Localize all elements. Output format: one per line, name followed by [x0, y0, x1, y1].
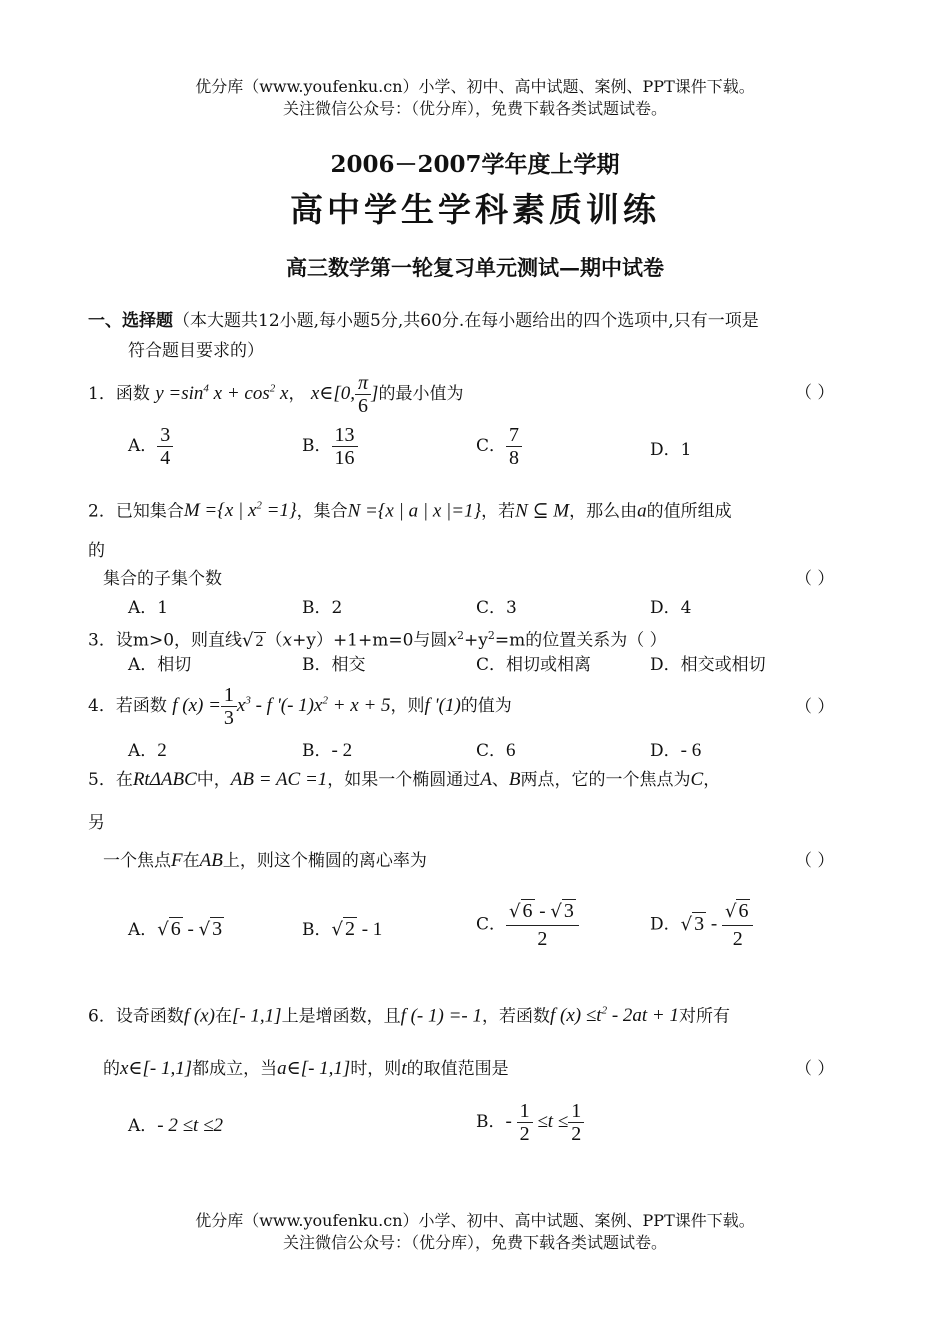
q2-stem-cont: 的 — [88, 541, 105, 561]
title-sub: 高三数学第一轮复习单元测试—期中试卷 — [286, 255, 664, 280]
q4-stem: 4．若函数 f (x) = $\frac{1}{3}$ $x^3$ - f '(- $1)x^2 + x + 5$，则f '(1)的值为 — [88, 684, 512, 729]
section-label: 一、选择题 — [88, 311, 173, 331]
q2-option-d: D．4 — [650, 598, 692, 618]
q5-option-b: B．√ 2 - 1 — [302, 918, 383, 940]
q4-option-d: D．- 6 — [650, 740, 702, 761]
q6-option-a: A．- 2 ≤t ≤2 — [128, 1115, 223, 1136]
title-main: 高中学生学科素质训练 — [290, 190, 660, 229]
footer-line-1: 优分库（www.youfenku.cn）小学、初中、高中试题、案例、PPT课件下载。 — [195, 1211, 755, 1230]
q5-option-d: D．√ 3 - $\frac{√ 6}{2}$ — [650, 898, 753, 952]
q1-option-c: C． $\frac{7}{8}$ — [476, 424, 522, 469]
title-year: 2006－2007学年度上学期 — [330, 151, 620, 178]
q1-domain: x∈[0, $\frac{\pi}{6}$ ] — [310, 372, 379, 417]
q3-stem: 3．设m>0，则直线√ 2 （x+y）+1+m=0与圆$x^2+y^2=m$的位置关系为（ ） — [88, 629, 667, 651]
q1-option-a: A． $\frac{3}{4}$ — [128, 424, 173, 469]
q1-number: 1． — [88, 383, 116, 404]
q1-option-d: D．1 — [650, 440, 692, 460]
q6-option-b: B．- $\frac{1}{2}$ ≤t ≤ $\frac{1}{2}$ — [476, 1100, 584, 1145]
section-line-1 — [88, 308, 759, 334]
q5-stem: 5．在RtΔABC中，AB = AC =1，如果一个椭圆通过A、B两点，它的一个焦点为C， — [88, 769, 721, 790]
q6-stem: 6．设奇函数f (x)在[- 1,1]上是增函数，且f (- 1) =- 1，若函数f $(x) \le t^2 - 2at + 1$对所有 — [88, 1005, 731, 1027]
q3-option-b: B．相交 — [302, 655, 366, 675]
section-desc-2: 符合题目要求的） — [128, 341, 264, 361]
section-desc-1: （本大题共12小题,每小题5分,共60分.在每小题给出的四个选项中,只有一项是 — [173, 311, 759, 331]
q2-option-c: C．3 — [476, 598, 517, 618]
q1-answer-paren: （ ） — [795, 383, 835, 403]
header-line-1: 优分库（www.youfenku.cn）小学、初中、高中试题、案例、PPT课件下载。 — [195, 77, 755, 96]
q2-answer-paren: （ ） — [795, 569, 835, 589]
q4-option-a: A．2 — [128, 740, 167, 761]
q4-option-c: C．6 — [476, 740, 516, 761]
q3-option-a: A．相切 — [128, 655, 192, 675]
q1-expr: $y =\sin^4$ $x + \cos^2 x$ — [155, 382, 289, 404]
q5-option-a: A．√ 6 - √ 3 — [128, 918, 223, 940]
q5-stem-cont: 另 — [88, 813, 105, 833]
header-line-2: 关注微信公众号：（优分库），免费下载各类试题试卷。 — [282, 99, 667, 118]
q3-option-c: C．相切或相离 — [476, 655, 592, 675]
q6-answer-paren: （ ） — [795, 1059, 835, 1079]
q2-option-a: A．1 — [128, 598, 169, 618]
q2-stem: 2．已知集合M ={x | $x^2 =1$}，集合N ={x | a | x |=1}，若N ⊆ M，那么由a的值所组成 — [88, 500, 732, 522]
q5-stem-line2: 一个焦点F在AB上，则这个椭圆的离心率为 — [103, 850, 427, 871]
q1-text: 函数 — [115, 383, 150, 404]
q1-post: 的最小值为 — [378, 383, 464, 404]
q5-answer-paren: （ ） — [795, 851, 835, 871]
q2-stem-line2: 集合的子集个数 — [103, 569, 222, 589]
q4-answer-paren: （ ） — [795, 697, 835, 717]
q1-option-b: B． $\frac{13}{16}$ — [302, 424, 358, 469]
q1-stem: 1．函数 $y =\sin^4$ $x + \cos^2 x$， x∈[0, $\frac{\pi}{6}$ ]的最小值为 — [88, 372, 464, 417]
q2-option-b: B．2 — [302, 598, 343, 618]
q3-option-d: D．相交或相切 — [650, 655, 766, 675]
footer-line-2: 关注微信公众号：（优分库），免费下载各类试题试卷。 — [282, 1233, 667, 1252]
q6-stem-line2: 的x∈[- 1,1]都成立，当a∈[- 1,1]时，则t的取值范围是 — [103, 1058, 509, 1079]
q5-option-c: C． $\frac{√ 6 - √ 3}{2}$ — [476, 898, 579, 952]
q4-option-b: B．- 2 — [302, 740, 353, 761]
